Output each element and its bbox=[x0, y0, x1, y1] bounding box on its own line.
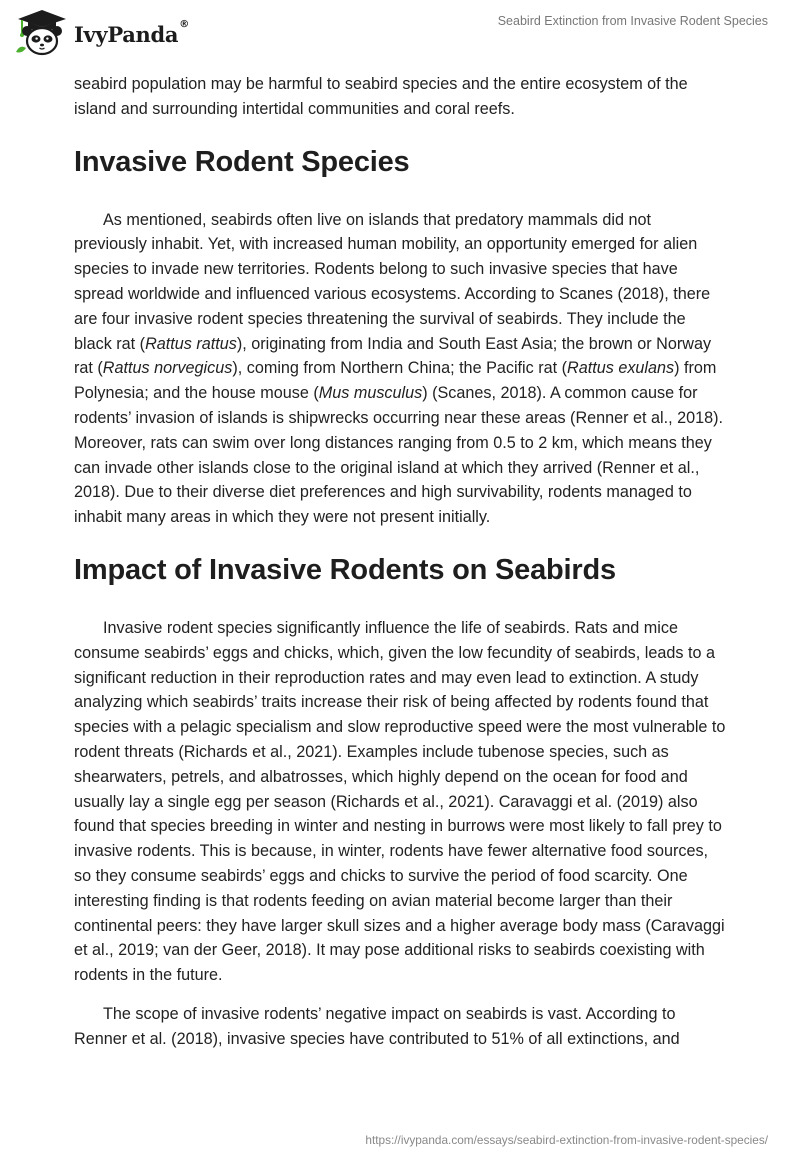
text-run: ), originating from India and South East Asia; the brown or Norway rat ( bbox=[74, 334, 712, 378]
intro-paragraph: seabird population may be harmful to seabird species and the entire ecosystem of the island and surrounding intertidal communities and coral reefs. bbox=[74, 75, 688, 118]
text-run: ) (Scanes, 2018). A common cause for rodents’ invasion of islands is shipwrecks occurring near these areas (Renner et al., 2018). Moreover, rats can swim over long distances ranging from 0.5 to 2 km, which means they can invade other islands close to the original island at which they arrived (Renner et al., 2018). Due to their diverse diet preferences and high survivability, rodents managed to inhabit many areas in which they were not present initially. bbox=[74, 384, 724, 527]
brand-name: IvyPanda® bbox=[74, 18, 189, 47]
footer-source-url[interactable]: https://ivypanda.com/essays/seabird-extinction-from-invasive-rodent-species/ bbox=[365, 1133, 768, 1147]
registered-mark: ® bbox=[179, 18, 189, 30]
species-name: Rattus exulans bbox=[567, 359, 675, 378]
section-heading-invasive-rodent-species: Invasive Rodent Species bbox=[74, 145, 410, 178]
species-name: Rattus norvegicus bbox=[102, 359, 233, 378]
brand-logo[interactable] bbox=[14, 8, 189, 56]
section1-paragraph bbox=[74, 208, 726, 530]
section2-paragraph-2: The scope of invasive rodents’ negative impact on seabirds is vast. According to Renner et al. (2018), invasive species have contributed to 51% of all extinctions, and bbox=[74, 1004, 680, 1048]
species-name: Rattus rattus bbox=[145, 334, 237, 353]
text-run: ) from Polynesia; and the house mouse ( bbox=[74, 359, 717, 403]
document-title: Seabird Extinction from Invasive Rodent Species bbox=[497, 14, 768, 28]
article-content bbox=[74, 72, 726, 1066]
section2-paragraph-1: Invasive rodent species significantly influence the life of seabirds. Rats and mice consume seabirds’ eggs and chicks, which, given the low fecundity of seabirds, leads to a significant reduction in their reproduction rates and may even lead to extinction. A study analyzing which seabirds’ traits increase their risk of being affected by rodents found that species with a pelagic specialism and slow reproductive speed were the most vulnerable to rodent threats (Richards et al., 2021). Examples include tubenose species, such as shearwaters, petrels, and albatrosses, which highly depend on the ocean for food and usually lay a single egg per season (Richards et al., 2021). Caravaggi et al. (2019) also found that species breeding in winter and nesting in burrows were most likely to fall prey to invasive rodents. This is because, in winter, rodents have fewer alternative food sources, so they consume seabirds’ eggs and chicks to survive the period of food scarcity. One interesting finding is that rodents feeding on avian material become larger than their continental peers: they have larger skull sizes and a higher average body mass (Caravaggi et al., 2019; van der Geer, 2018). It may pose additional risks to seabirds coexisting with rodents in the future. bbox=[74, 618, 726, 985]
section-heading-impact-of-invasive-rodents: Impact of Invasive Rodents on Seabirds bbox=[74, 553, 616, 586]
page-header bbox=[0, 0, 800, 62]
species-name: Mus musculus bbox=[318, 384, 423, 403]
text-run: ), coming from Northern China; the Pacific rat ( bbox=[232, 359, 568, 378]
text-run: As mentioned, seabirds often live on islands that predatory mammals did not previously inhabit. Yet, with increased human mobility, an opportunity emerged for alien species to invade new territories. Rodents belong to such invasive species that have spread worldwide and influenced various ecosystems. According to Scanes (2018), there are four invasive rodent species threatening the survival of seabirds. They include the black rat ( bbox=[74, 210, 711, 353]
panda-graduate-icon bbox=[14, 8, 70, 56]
